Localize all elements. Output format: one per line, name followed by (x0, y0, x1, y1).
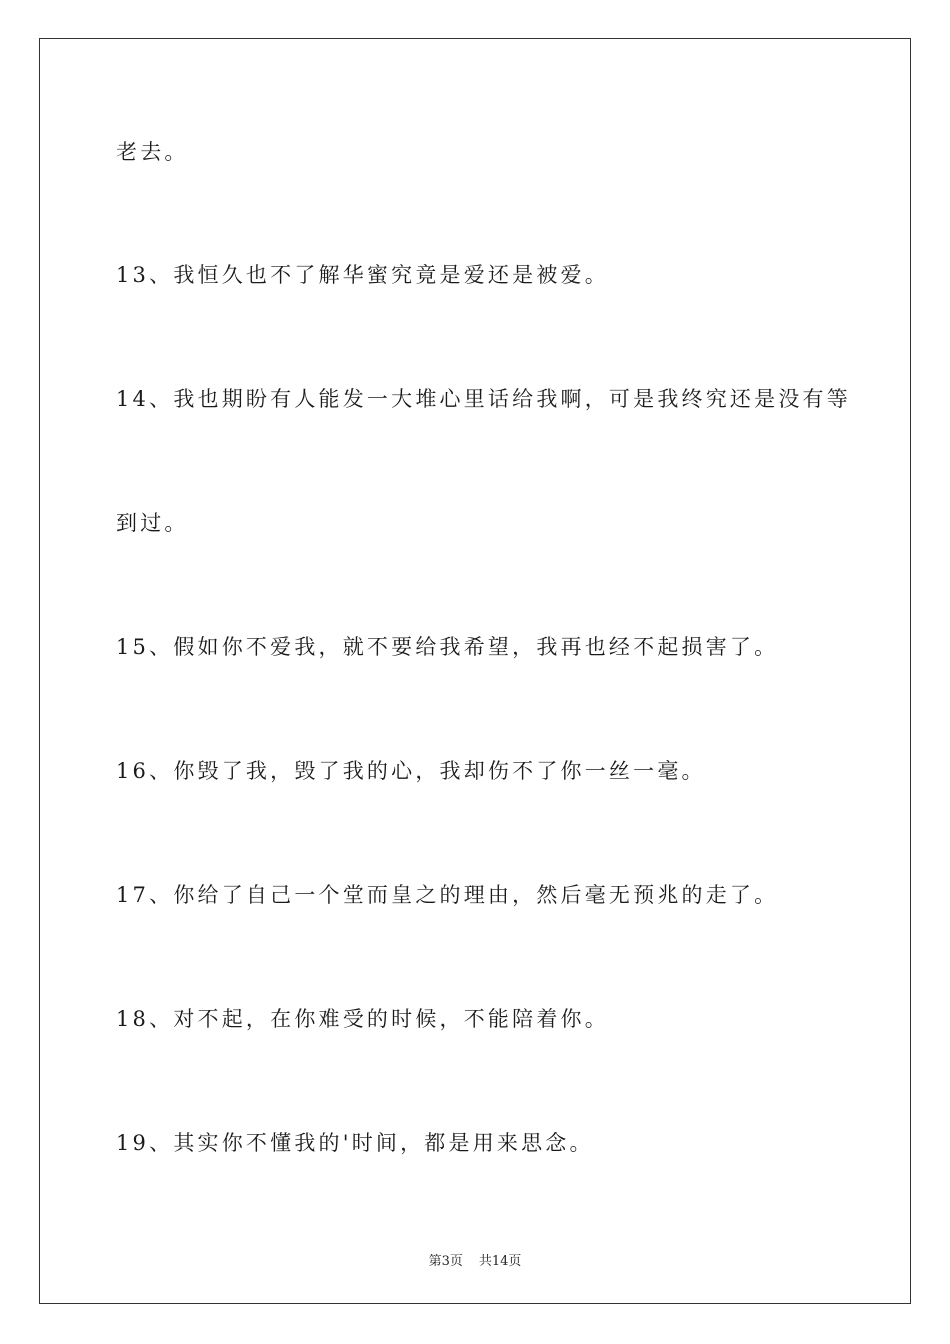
page-border (39, 38, 911, 1304)
text-line: 13、我恒久也不了解华蜜究竟是爱还是被爱。 (116, 263, 609, 287)
text-line: 16、你毁了我，毁了我的心，我却伤不了你一丝一毫。 (116, 759, 706, 783)
text-line: 老去。 (116, 140, 189, 164)
text-line: 14、我也期盼有人能发一大堆心里话给我啊，可是我终究还是没有等 (116, 387, 851, 411)
total-pages: 共14页 (478, 1254, 522, 1269)
text-line: 18、对不起，在你难受的时候，不能陪着你。 (116, 1007, 609, 1031)
page-footer (0, 1250, 950, 1269)
text-line: 17、你给了自己一个堂而皇之的理由，然后毫无预兆的走了。 (116, 883, 779, 907)
text-line: 19、其实你不懂我的'时间，都是用来思念。 (116, 1131, 594, 1155)
text-line: 15、假如你不爱我，就不要给我希望，我再也经不起损害了。 (116, 635, 779, 659)
page-number: 第3页 (428, 1254, 463, 1269)
text-line: 到过。 (116, 511, 189, 535)
